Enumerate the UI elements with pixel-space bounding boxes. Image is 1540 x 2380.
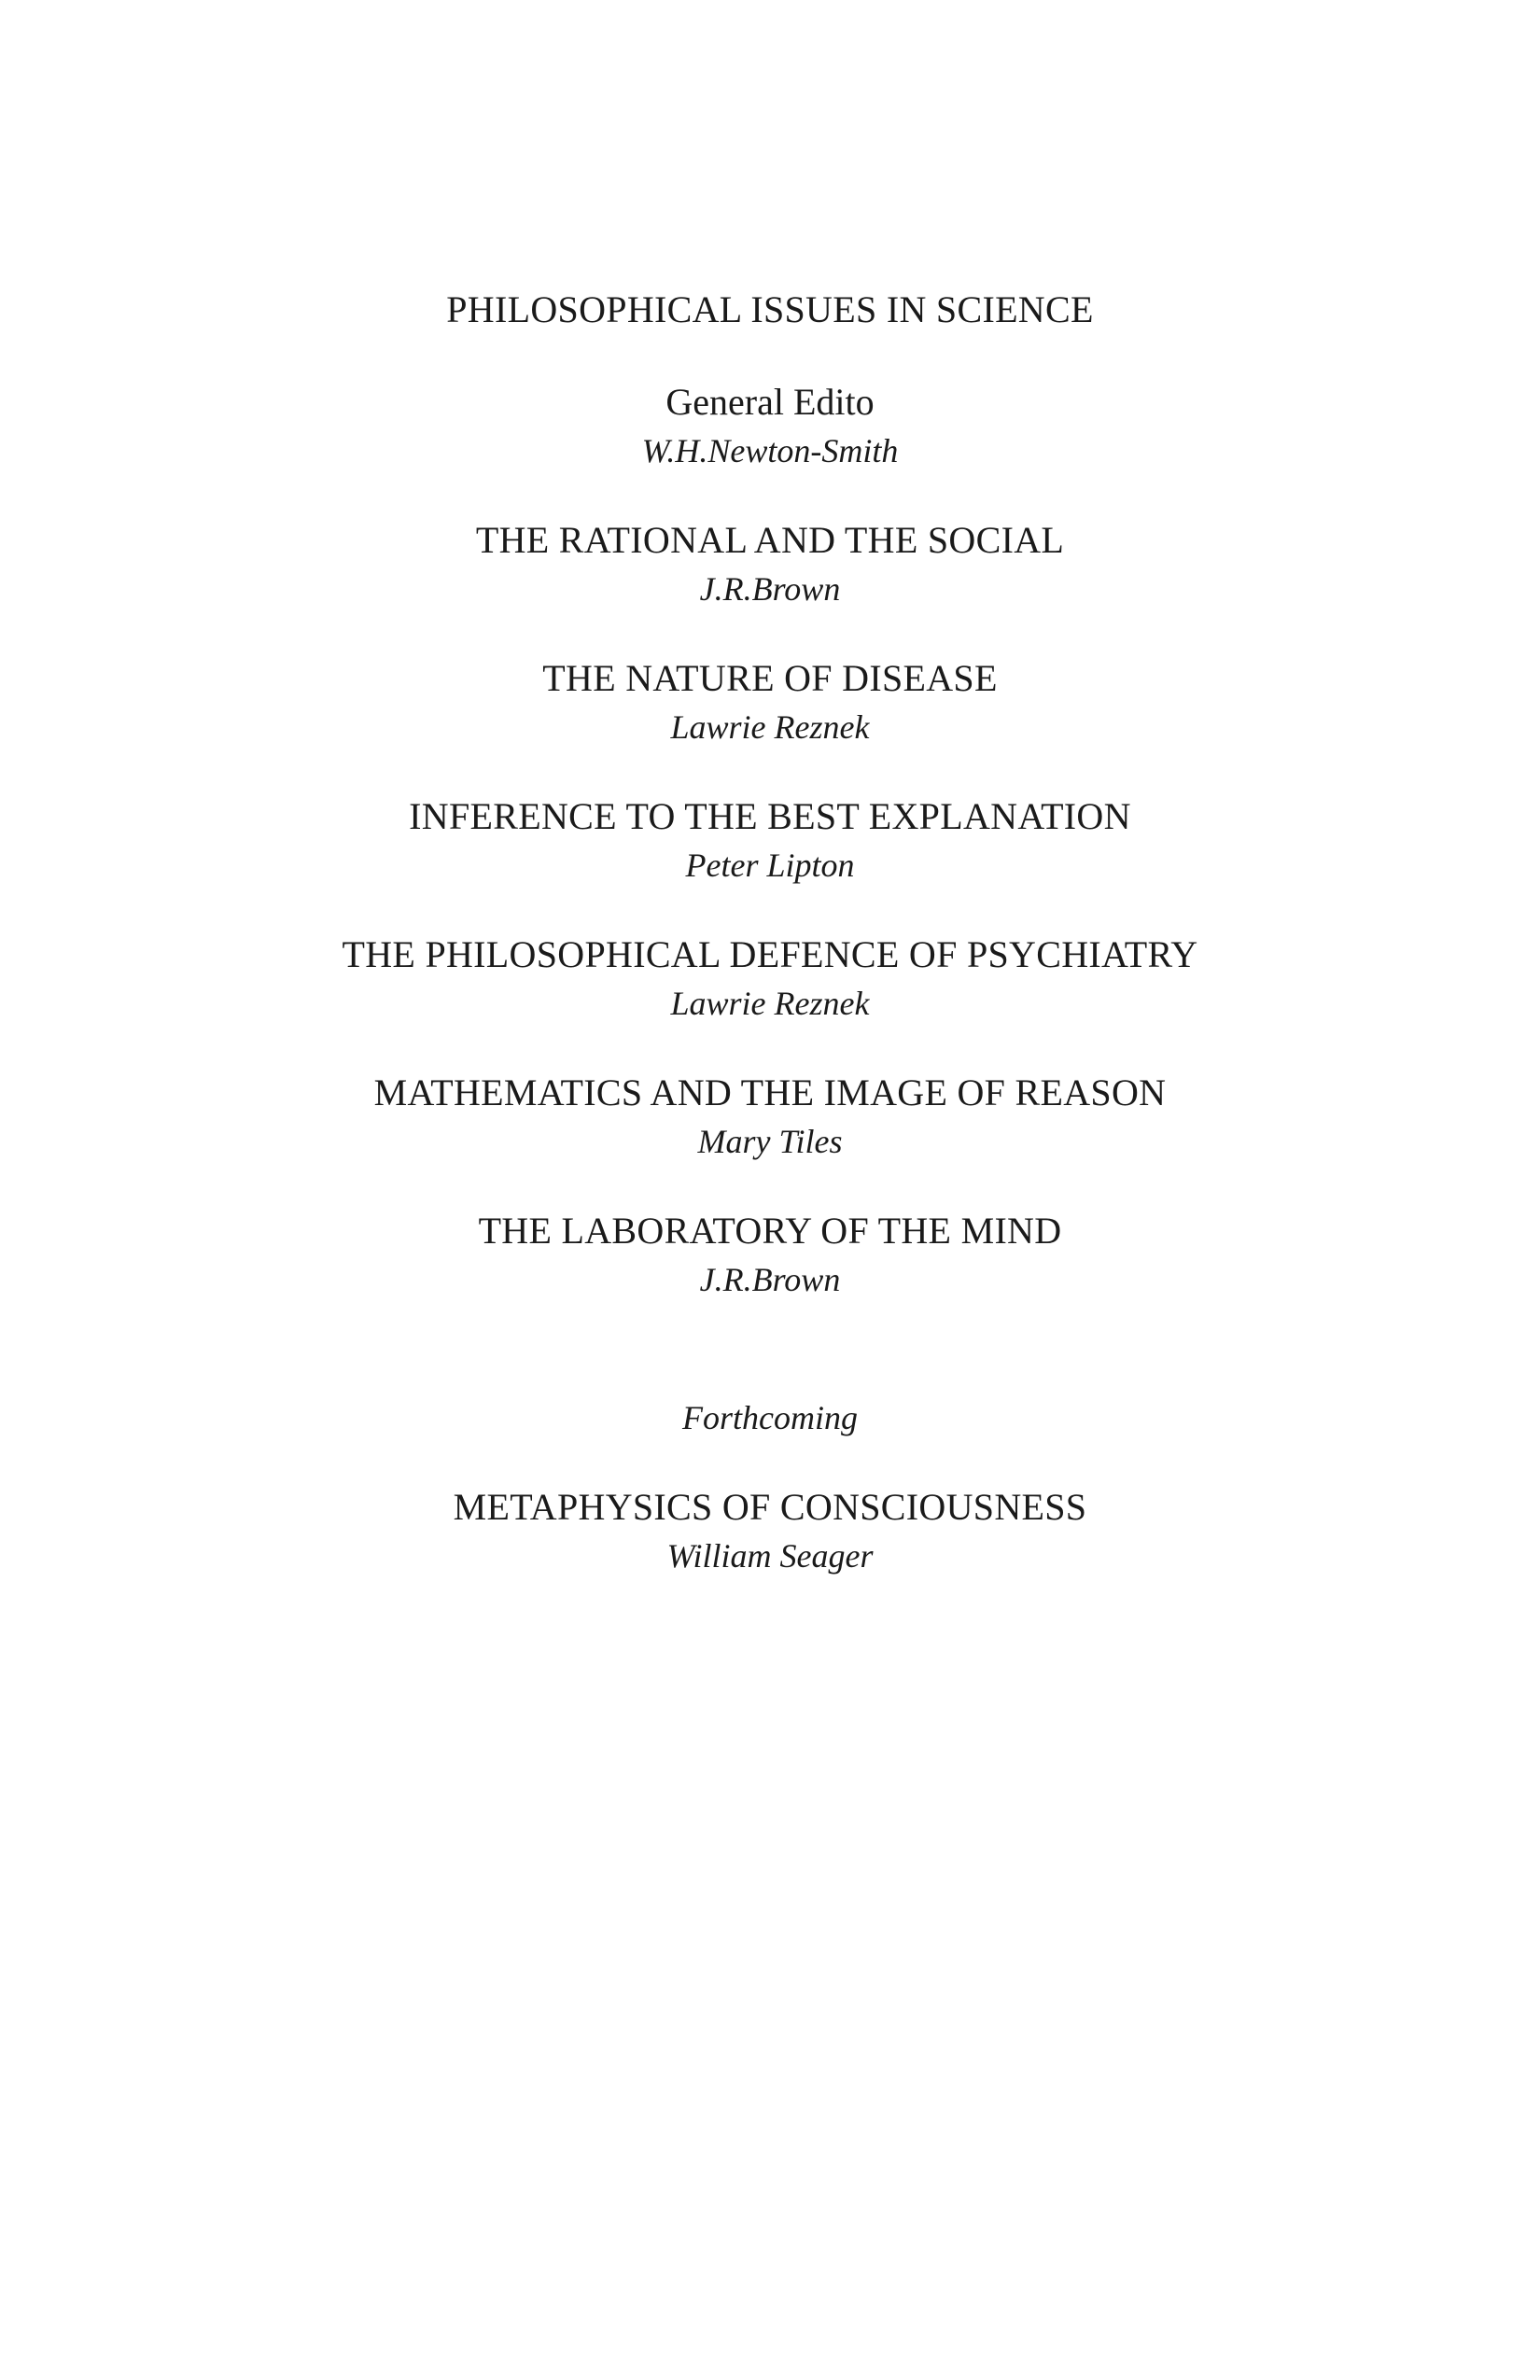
forthcoming-book-author: William Seager (666, 1537, 874, 1575)
book-title: INFERENCE TO THE BEST EXPLANATION (409, 795, 1131, 837)
forthcoming-label: Forthcoming (682, 1399, 858, 1436)
book-author: J.R.Brown (699, 570, 841, 608)
book-title: THE NATURE OF DISEASE (542, 657, 998, 699)
book-author: Lawrie Reznek (670, 708, 870, 746)
book-title: THE RATIONAL AND THE SOCIAL (475, 519, 1065, 561)
general-editor-label: General Edito (665, 381, 875, 423)
book-title: MATHEMATICS AND THE IMAGE OF REASON (373, 1071, 1167, 1113)
general-editor-name: W.H.Newton-Smith (641, 432, 899, 469)
forthcoming-book-title: METAPHYSICS OF CONSCIOUSNESS (453, 1486, 1087, 1528)
book-author: Lawrie Reznek (670, 985, 870, 1022)
book-author: Mary Tiles (697, 1123, 843, 1160)
book-title: THE LABORATORY OF THE MIND (478, 1210, 1062, 1252)
book-author: J.R.Brown (699, 1261, 841, 1298)
series-title: PHILOSOPHICAL ISSUES IN SCIENCE (446, 288, 1094, 330)
book-title: THE PHILOSOPHICAL DEFENCE OF PSYCHIATRY (342, 933, 1198, 975)
book-author: Peter Lipton (685, 847, 855, 884)
